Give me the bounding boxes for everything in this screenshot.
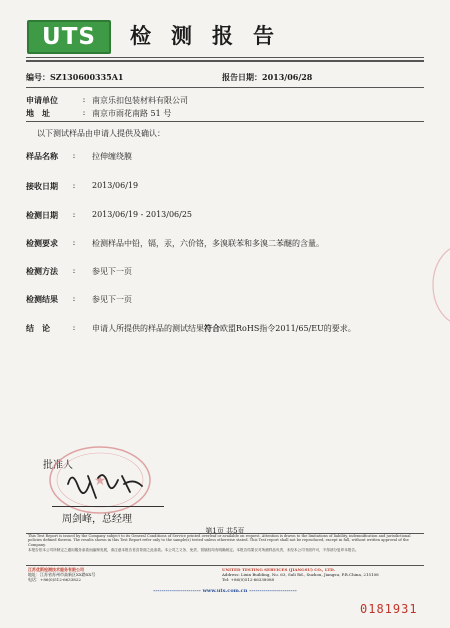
page-number: 第1页 共5页 — [205, 527, 245, 535]
applicant-address-label: 地 址 — [26, 108, 50, 118]
company-name-en: UNITED TESTING SERVICES (JIANGSU) CO., LTD. — [222, 567, 336, 572]
report-number-label: 编号： — [26, 72, 50, 82]
signer-name: 周剑峰，总经理 — [62, 514, 132, 525]
address-chinese — [28, 567, 218, 582]
field-value: 2013/06/19 — [92, 181, 139, 190]
fine-print — [28, 534, 424, 554]
field-value: 参见下一页 — [92, 295, 132, 304]
report-number-value: SZ130600335A1 — [50, 72, 124, 82]
field-value: 2013/06/19 - 2013/06/25 — [92, 210, 193, 219]
edge-seal-stamp — [425, 240, 450, 330]
colon: : — [72, 294, 76, 303]
field-label: 接收日期 — [26, 181, 58, 191]
svg-text:★: ★ — [93, 473, 107, 489]
address-line: Address: Lixin Building, No. 63, Suli Rd., Suzhou, Jiangsu, P.R.China, 215108 — [222, 572, 379, 577]
phone-line: Tel: +86(0)512-66338088 — [222, 577, 275, 582]
applicant-name-value: 南京乐扣包装材料有限公司 — [92, 96, 188, 105]
website-link[interactable]: www.uts.com.cn — [202, 588, 248, 594]
colon: : — [72, 323, 76, 332]
header-divider-thick — [26, 60, 424, 62]
fine-print-chinese: 本报告依本公司所制定之通用服务条款而编制发展，请注意本报告首页背面之此条款。本公司之义务、免责、管辖权均有明确规定。本报告结果仅对所测样品负责，未经本公司书面许可，不得部分复印本报告。 — [28, 548, 359, 553]
meta-divider — [26, 87, 424, 88]
field-value: 检测样品中铅，镉，汞，六价铬，多溴联苯和多溴二苯醚的含量。 — [92, 239, 324, 248]
website: ----------------------- www.uts.com.cn ----------------------- — [153, 588, 297, 594]
colon: : — [72, 181, 76, 190]
colon: : — [72, 151, 76, 160]
report-title: 检测报告 — [130, 23, 294, 48]
header-divider — [26, 57, 424, 58]
serial-number: 0181931 — [360, 602, 418, 616]
colon: : — [72, 266, 76, 275]
field-value: 参见下一页 — [92, 267, 132, 276]
colon: : — [72, 238, 76, 247]
conclusion-suffix: 欧盟RoHS指令2011/65/EU的要求。 — [220, 324, 356, 333]
conclusion-prefix: 申请人所提供的样品的测试结果 — [92, 324, 204, 333]
phone-line: 电话：+86(0)512-6633822 — [28, 577, 81, 582]
applicant-address-row — [26, 108, 171, 119]
applicant-divider — [26, 121, 424, 122]
colon: : — [72, 210, 76, 219]
colon: : — [82, 108, 86, 117]
colon: : — [82, 95, 86, 104]
field-value: 拉伸缠绕膜 — [92, 152, 132, 161]
applicant-name-label: 申请单位 — [26, 95, 58, 105]
applicant-name-row — [26, 95, 188, 106]
company-name-cn: 江苏优斯检测技术服务有限公司 — [28, 567, 84, 572]
applicant-address-value: 南京市雨花南路 51 号 — [92, 109, 172, 118]
uts-logo — [27, 20, 111, 54]
field-label: 检测结果 — [26, 294, 58, 304]
report-date-value: 2013/06/28 — [262, 72, 313, 82]
field-label: 检测方法 — [26, 266, 58, 276]
field-label: 样品名称 — [26, 151, 58, 161]
conclusion-emphasis: 符合 — [204, 323, 220, 333]
intro-text: 以下测试样品由申请人提供及确认： — [37, 129, 165, 138]
address-divider — [26, 565, 424, 566]
conclusion-value — [92, 323, 422, 334]
report-number — [26, 72, 124, 83]
field-label: 检测日期 — [26, 210, 58, 220]
fine-print-english: This Test Report is issued by the Company subject to its General Conditions of Service printed overleaf or available on request. Attention is drawn to the limitations of liability, indemnification and jurisdictional policies defined therein. The results shown in this Test Report refer only to the sample(s) tested unless otherwise stated. This Test report shall not be reproduced, except in full, without written approval of the Company. — [28, 534, 411, 547]
conclusion-label: 结 论 — [26, 323, 50, 333]
approver-label: 批准人 — [43, 460, 73, 471]
logo-text: UTS — [42, 24, 96, 50]
field-label: 检测要求 — [26, 238, 58, 248]
report-date — [222, 72, 312, 83]
address-english — [222, 567, 422, 582]
signature-line — [52, 506, 164, 507]
company-stamp-and-signature — [38, 440, 158, 520]
report-date-label: 报告日期： — [222, 72, 262, 82]
address-line: 地址：江苏省苏州市高新区XX路XX号 — [28, 572, 96, 577]
